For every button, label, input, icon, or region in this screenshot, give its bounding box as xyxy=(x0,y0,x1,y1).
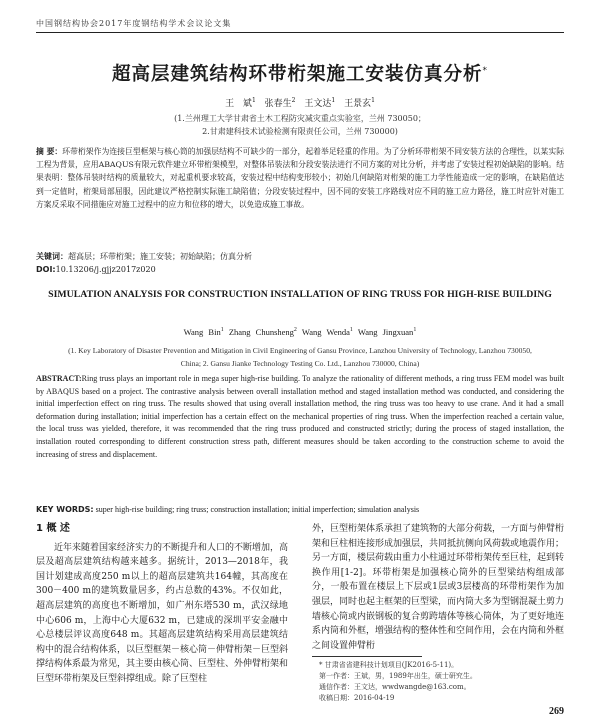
title-english: SIMULATION ANALYSIS FOR CONSTRUCTION INSTALLATION OF RING TRUSS FOR HIGH-RISE BUILDING xyxy=(48,289,552,300)
title-footnote-mark: * xyxy=(482,65,488,76)
body-column-right xyxy=(312,522,564,653)
author-cn: 王 斌$^1$ xyxy=(225,97,256,109)
author-cn: 张春生$^2$ xyxy=(264,97,296,109)
footnote-funding: * 甘肃省省建科技计划项目(JK2016-5-11)。 xyxy=(319,661,459,669)
author-en: Zhang Chunsheng$^2$ xyxy=(228,327,297,337)
affiliation-chinese-1: (1.兰州理工大学甘肃省土木工程防灾减灾重点实验室，兰州 730050； xyxy=(174,114,426,123)
keywords-english-text: super high-rise building; ring truss; construction installation; initial imperfection; simulation analysis xyxy=(95,505,420,514)
keywords-chinese-text: 超高层；环带桁架；施工安装；初始缺陷；仿真分析 xyxy=(68,252,252,261)
affiliations-english: (1. Key Laboratory of Disaster Prevention and Mitigation in Civil Engineering of Gansu Province, Lanzhou University of Technology, Lanzhou 730050, China; 2. Gansu Jianke Technology Testing Co. Ltd., Lanzhou 730000, China) xyxy=(68,346,532,368)
header-divider xyxy=(36,32,564,33)
body-paragraph: 近年来随着国家经济实力的不断提升和人口的不断增加，高层及超高层建筑结构越来越多。据统计，2013—2018年，我国计划建成高度250 m以上的超高层建筑共164幢，其高度在300－400 m的建筑数量居多，约占总数的43%。不仅如此，超高层建筑的高度也不断增加，如广州东塔530 m，武汉绿地中心606 m，上海中心大厦632 m，已建成的深圳平安金融中心总楼层评议高度648 m。其超高层建筑结构采用高层建筑结构中的混合结构体系，以巨型框架－核心筒－伸臂桁架－巨型斜撑结构体系最为常见，其主要由核心筒、巨型柱、外伸臂桁架和巨型环带桁架及巨型斜撑组成。除了巨型柱 xyxy=(36,542,289,684)
author-en: Wang Bin$^1$ xyxy=(183,327,224,337)
title-chinese xyxy=(36,60,564,86)
doi-value: 10.13206/j.gjjz2017z020 xyxy=(55,265,156,274)
footnote-received-date: 收稿日期：2016-04-19 xyxy=(319,694,395,702)
author-cn: 王文达$^1$ xyxy=(304,97,336,109)
doi-label: DOI: xyxy=(36,265,56,274)
footnote-divider xyxy=(312,656,422,657)
abstract-chinese-text: 环带桁架作为连接巨型框架与核心筒的加强层结构不可缺少的一部分，起着举足轻重的作用。为了分析环带桁架不同安装方法的合理性，以某实际工程为背景，应用ABAQUS有限元软件建立环带桁架模型，对整体吊装法和分段安装法进行不同方案的对比分析，并考虑了安装过程初始缺陷的影响。结果表明：整体吊装时结构的质量较大，对起重机要求较高，安装过程中结构变形较小；初始几何缺陷对桁架的施工力学性能造成一定的影响，在缺陷值达到一定值时，桁架局部屈服，因此建议严格控制实际施工缺陷值；分段安装过程中，因不同的安装工序路线对应不同的施工应力路径，施工时应针对施工方案反采取不同措施应对施工过程中的应力和位移的增大，以免造成施工事故。 xyxy=(36,147,564,209)
section-heading: 1 概 述 xyxy=(36,523,70,534)
running-header: 中国钢结构协会2017年度钢结构学术会议论文集 xyxy=(36,19,232,28)
abstract-english-label: ABSTRACT: xyxy=(36,374,82,383)
keywords-chinese xyxy=(36,251,564,262)
authors-chinese xyxy=(36,96,564,109)
author-cn: 王景玄$^1$ xyxy=(344,97,375,109)
affiliation-chinese-2: 2.甘肃建科技术试验检测有限责任公司，兰州 730000) xyxy=(202,127,398,136)
doi xyxy=(36,265,564,274)
title-chinese-text: 超高层建筑结构环带桁架施工安装仿真分析 xyxy=(111,64,483,85)
abstract-english-text: Ring truss plays an important role in mega super high-rise building. To analyze the rationality of different methods, a ring truss FEM model was built by ABAQUS based on a project. The contrastive analysis between overall installation method and staged installation method was conducted, and considering the initial imperfection effect on ring truss. The results showed that using overall installation method, the ring truss was too heavy to use crane. And it had a small deformation during installation; initial imperfection has a certain effect on the mechanical properties of ring truss. When the imperfection reached a certain value, the local truss was yielded, therefore, it was recommended that the ring truss produced and constructed strictly; during the process of staged installation, the installation routed corresponding to different construction stress path, different measures should be taken according to the construction scheme to avoid the increasing of stress and displacement. xyxy=(36,374,564,459)
body-paragraph-continued: 外，巨型桁架体系承担了建筑物的大部分荷载，一方面与伸臂桁架和巨柱相连接形成加强层，共同抵抗侧向风荷载或地震作用；另一方面，楼层荷载由重力小柱通过环带桁架传至巨柱，起到转换作用[1-2]。环带桁架是加强核心筒外的巨型梁结构组成部分，一般布置在楼层上下层或1层或3层楼高的环带桁架作为加强层，同时也起主框架的巨型梁，而内筒大多为型钢混凝土剪力墙核心筒或内嵌钢板的复合剪跨墙体等核心筒体，为了更好地连系内筒和外框，增强结构的整体性和空间作用，会在内筒和外框之间设置伸臂桁 xyxy=(312,524,565,651)
abstract-english xyxy=(36,373,564,461)
authors-english xyxy=(36,327,564,337)
keywords-english xyxy=(36,505,564,514)
keywords-english-label: KEY WORDS: xyxy=(36,505,94,514)
footnote-corresponding-author: 通信作者：王文达，wwdwangde@163.com。 xyxy=(319,683,471,691)
abstract-chinese-label: 摘 要： xyxy=(36,147,63,156)
author-en: Wang Jingxuan$^1$ xyxy=(357,327,417,337)
body-column-left xyxy=(36,522,288,687)
author-en: Wang Wenda$^1$ xyxy=(301,327,353,337)
abstract-chinese xyxy=(36,145,564,211)
footnote-first-author: 第一作者：王斌，男，1989年出生，硕士研究生。 xyxy=(319,672,477,680)
page-number: 269 xyxy=(549,706,564,717)
keywords-chinese-label: 关键词： xyxy=(36,252,68,261)
